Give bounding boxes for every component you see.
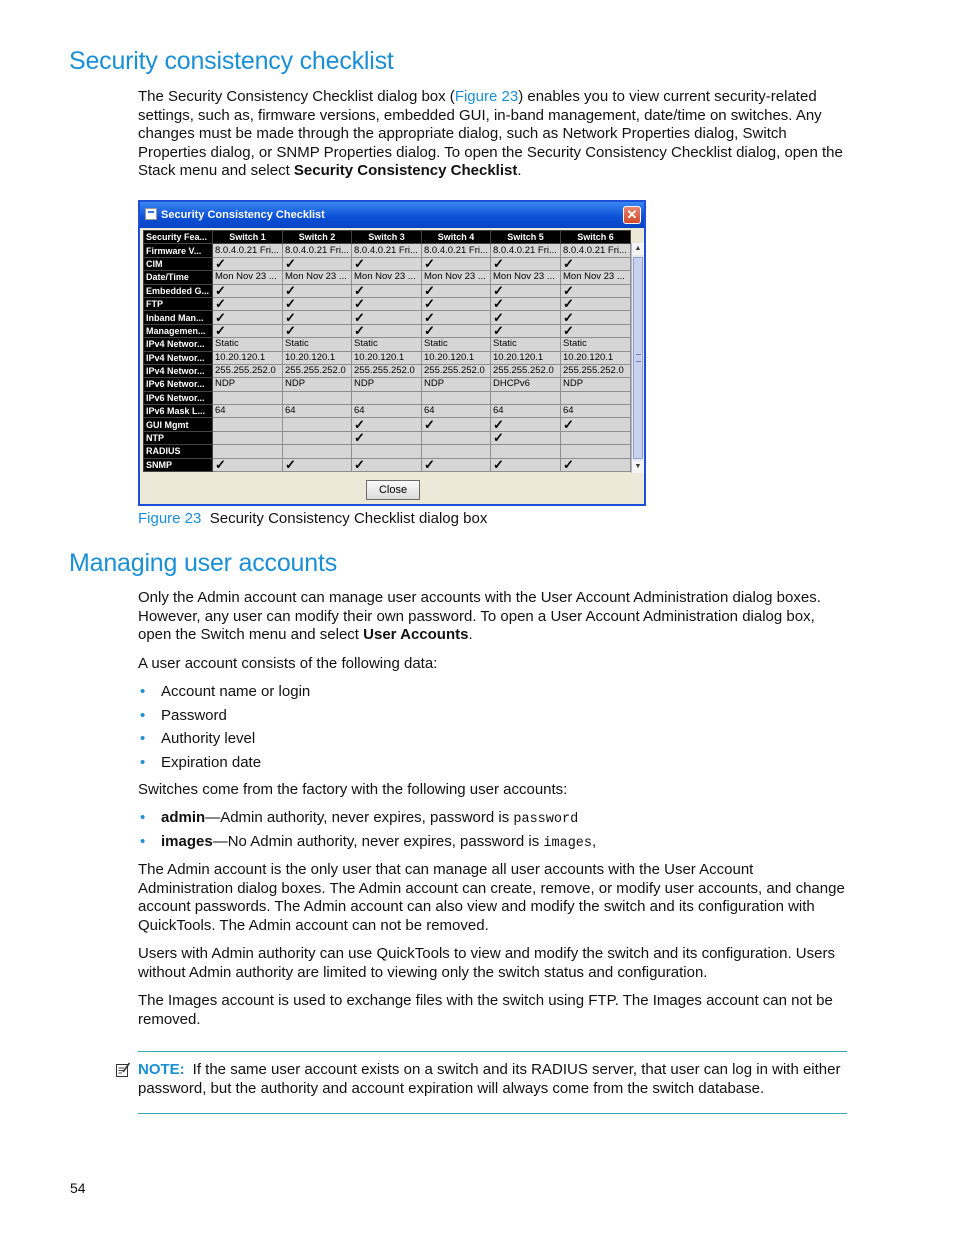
check-icon: ✓ <box>491 257 561 270</box>
row-label: IPv4 Networ... <box>144 351 213 364</box>
table-cell: 10.20.120.1 <box>283 351 352 364</box>
grip-icon <box>636 354 641 362</box>
table-cell <box>561 445 631 458</box>
column-header-switch[interactable]: Switch 2 <box>283 231 352 244</box>
table-row[interactable] <box>144 271 631 284</box>
table-cell: Mon Nov 23 ... <box>491 271 561 284</box>
check-icon: ✓ <box>283 324 352 337</box>
table-cell <box>561 391 631 404</box>
vertical-scrollbar[interactable] <box>631 243 644 473</box>
table-cell <box>352 445 422 458</box>
window-icon <box>145 208 157 220</box>
table-cell: 255.255.252.0 <box>561 364 631 377</box>
table-cell: 255.255.252.0 <box>283 364 352 377</box>
column-header-switch[interactable]: Switch 1 <box>213 231 283 244</box>
row-label: Managemen... <box>144 324 213 337</box>
table-cell: Static <box>491 338 561 351</box>
list-item: • Account name or login <box>140 683 311 700</box>
table-cell: Static <box>352 338 422 351</box>
table-header-row <box>144 231 631 244</box>
table-cell: DHCPv6 <box>491 378 561 391</box>
table-row[interactable] <box>144 431 631 444</box>
list-item: • Expiration date <box>140 753 262 771</box>
table-cell: 10.20.120.1 <box>213 351 283 364</box>
table-row[interactable] <box>144 391 631 404</box>
check-icon: ✓ <box>352 284 422 297</box>
table-cell: 255.255.252.0 <box>491 364 561 377</box>
row-label: Embedded G... <box>144 284 213 297</box>
factory-accounts-intro: Switches come from the factory with the following user accounts: <box>138 781 568 798</box>
table-cell: 64 <box>352 405 422 418</box>
table-cell <box>213 445 283 458</box>
check-icon: ✓ <box>491 297 561 310</box>
row-label: SNMP <box>144 458 213 471</box>
table-cell: Mon Nov 23 ... <box>213 271 283 284</box>
table-cell <box>422 391 491 404</box>
column-header-switch[interactable]: Switch 3 <box>352 231 422 244</box>
note-divider-bottom <box>138 1113 847 1114</box>
table-cell: Static <box>422 338 491 351</box>
check-icon: ✓ <box>422 458 491 471</box>
check-icon: ✓ <box>352 431 422 444</box>
table-cell <box>352 391 422 404</box>
table-cell <box>283 418 352 431</box>
table-cell: Mon Nov 23 ... <box>561 271 631 284</box>
table-cell: 10.20.120.1 <box>561 351 631 364</box>
table-cell <box>213 391 283 404</box>
table-cell <box>491 445 561 458</box>
check-icon: ✓ <box>352 418 422 431</box>
check-icon: ✓ <box>352 458 422 471</box>
table-cell: NDP <box>561 378 631 391</box>
check-icon: ✓ <box>491 284 561 297</box>
table-cell <box>561 431 631 444</box>
user-accounts-intro: Only the Admin account can manage user accounts with the User Account Administration dialog boxes. However, any user can modify their own password. To open a User Account Administration dialog box, open the Switch menu and select User Accounts. <box>138 589 821 644</box>
row-label: IPv4 Networ... <box>144 338 213 351</box>
row-label: IPv6 Networ... <box>144 378 213 391</box>
row-label: RADIUS <box>144 445 213 458</box>
check-icon: ✓ <box>422 284 491 297</box>
section-title-security-checklist: Security consistency checklist <box>69 47 394 75</box>
table-cell: Mon Nov 23 ... <box>283 271 352 284</box>
column-header-switch[interactable]: Switch 5 <box>491 231 561 244</box>
table-cell: 64 <box>561 405 631 418</box>
scrollbar-thumb[interactable] <box>633 257 643 459</box>
table-cell: 8.0.4.0.21 Fri... <box>352 244 422 257</box>
table-row[interactable] <box>144 458 631 471</box>
table-cell: NDP <box>283 378 352 391</box>
check-icon: ✓ <box>283 257 352 270</box>
check-icon: ✓ <box>422 311 491 324</box>
table-row[interactable] <box>144 297 631 310</box>
table-row[interactable] <box>144 338 631 351</box>
check-icon: ✓ <box>491 311 561 324</box>
account-data-intro: A user account consists of the following data: <box>138 655 438 672</box>
table-cell: 8.0.4.0.21 Fri... <box>283 244 352 257</box>
close-button[interactable]: Close <box>366 480 420 500</box>
figure-23-link[interactable]: Figure 23 <box>454 88 519 105</box>
note-text: NOTE: If the same user account exists on a switch and its RADIUS server, that user can log in with either password, but the authority and account expiration will always come from the switch database. <box>138 1061 841 1097</box>
dialog-titlebar[interactable] <box>140 202 644 228</box>
list-item: • Password <box>140 706 227 724</box>
check-icon: ✓ <box>352 257 422 270</box>
check-icon: ✓ <box>213 458 283 471</box>
row-label: CIM <box>144 257 213 270</box>
images-account-paragraph: The Images account is used to exchange files with the switch using FTP. The Images account can not be removed. <box>138 992 833 1028</box>
row-label: Date/Time <box>144 271 213 284</box>
check-icon: ✓ <box>213 324 283 337</box>
table-row[interactable] <box>144 351 631 364</box>
checklist-table <box>143 230 631 472</box>
table-cell <box>283 445 352 458</box>
column-header-switch[interactable]: Switch 6 <box>561 231 631 244</box>
table-cell: 64 <box>213 405 283 418</box>
admin-account-paragraph: The Admin account is the only user that can manage all user accounts with the User Account Administration dialog boxes. The Admin account can create, remove, or modify user accounts, and change account passwords. The Admin account can also view and modify the switch and its configuration with QuickTools. The Admin account can not be removed. <box>138 861 845 934</box>
table-cell <box>491 391 561 404</box>
table-row[interactable] <box>144 378 631 391</box>
check-icon: ✓ <box>561 284 631 297</box>
check-icon: ✓ <box>561 458 631 471</box>
check-icon: ✓ <box>561 297 631 310</box>
check-icon: ✓ <box>422 418 491 431</box>
check-icon: ✓ <box>422 324 491 337</box>
table-cell: Mon Nov 23 ... <box>352 271 422 284</box>
note-icon <box>115 1062 131 1078</box>
table-row[interactable] <box>144 244 631 257</box>
check-icon: ✓ <box>491 431 561 444</box>
table-cell: 8.0.4.0.21 Fri... <box>561 244 631 257</box>
table-cell: Static <box>561 338 631 351</box>
table-cell: 255.255.252.0 <box>213 364 283 377</box>
table-row[interactable] <box>144 364 631 377</box>
table-row[interactable] <box>144 445 631 458</box>
table-cell <box>422 445 491 458</box>
table-cell: 255.255.252.0 <box>422 364 491 377</box>
check-icon: ✓ <box>352 324 422 337</box>
row-label: Firmware V... <box>144 244 213 257</box>
table-cell: NDP <box>352 378 422 391</box>
scroll-down-icon[interactable]: ▼ <box>632 461 644 473</box>
check-icon: ✓ <box>422 297 491 310</box>
check-icon: ✓ <box>283 284 352 297</box>
list-item: • Authority level <box>140 730 256 747</box>
row-label: GUI Mgmt <box>144 418 213 431</box>
list-item: • images—No Admin authority, never expires, password is images, <box>140 832 597 851</box>
check-icon: ✓ <box>561 311 631 324</box>
table-row[interactable] <box>144 418 631 431</box>
row-label: FTP <box>144 297 213 310</box>
table-cell: 64 <box>283 405 352 418</box>
table-cell: NDP <box>213 378 283 391</box>
table-cell: 64 <box>422 405 491 418</box>
table-cell <box>213 431 283 444</box>
table-row[interactable] <box>144 284 631 297</box>
dialog-title: Security Consistency Checklist <box>161 209 325 221</box>
check-icon: ✓ <box>213 257 283 270</box>
security-consistency-checklist-dialog <box>138 200 646 506</box>
note-divider-top <box>138 1051 847 1052</box>
table-cell: 64 <box>491 405 561 418</box>
column-header-switch[interactable]: Switch 4 <box>422 231 491 244</box>
table-row[interactable] <box>144 405 631 418</box>
table-cell: 8.0.4.0.21 Fri... <box>213 244 283 257</box>
row-label: IPv4 Networ... <box>144 364 213 377</box>
account-data-list <box>138 683 310 777</box>
check-icon: ✓ <box>283 458 352 471</box>
check-icon: ✓ <box>422 257 491 270</box>
table-cell <box>213 418 283 431</box>
factory-accounts-list <box>138 809 596 856</box>
check-icon: ✓ <box>491 324 561 337</box>
list-item: • admin—Admin authority, never expires, password is password <box>140 809 579 827</box>
check-icon: ✓ <box>491 418 561 431</box>
table-cell: Mon Nov 23 ... <box>422 271 491 284</box>
check-icon: ✓ <box>561 418 631 431</box>
check-icon: ✓ <box>283 311 352 324</box>
figure-caption: Figure 23 Security Consistency Checklist dialog box <box>138 510 488 527</box>
table-row[interactable] <box>144 257 631 270</box>
check-icon: ✓ <box>491 458 561 471</box>
column-header-feature[interactable]: Security Fea... <box>144 231 213 244</box>
close-icon[interactable]: ✕ <box>623 206 641 224</box>
table-cell: Static <box>213 338 283 351</box>
row-label: NTP <box>144 431 213 444</box>
table-cell: 10.20.120.1 <box>491 351 561 364</box>
table-cell <box>283 391 352 404</box>
check-icon: ✓ <box>213 284 283 297</box>
table-cell: 255.255.252.0 <box>352 364 422 377</box>
check-icon: ✓ <box>352 311 422 324</box>
table-cell: 8.0.4.0.21 Fri... <box>422 244 491 257</box>
row-label: IPv6 Networ... <box>144 391 213 404</box>
table-cell: 10.20.120.1 <box>352 351 422 364</box>
page-number: 54 <box>70 1180 86 1196</box>
table-cell: 8.0.4.0.21 Fri... <box>491 244 561 257</box>
row-label: IPv6 Mask L... <box>144 405 213 418</box>
table-cell <box>422 431 491 444</box>
table-cell: 10.20.120.1 <box>422 351 491 364</box>
table-row[interactable] <box>144 311 631 324</box>
check-icon: ✓ <box>213 297 283 310</box>
check-icon: ✓ <box>561 257 631 270</box>
table-cell: NDP <box>422 378 491 391</box>
table-cell <box>283 431 352 444</box>
table-cell: Static <box>283 338 352 351</box>
security-checklist-intro: The Security Consistency Checklist dialog box (Figure 23) enables you to view current security-related settings, such as, firmware versions, embedded GUI, in-band management, date/time on switches. Any changes must be made through the appropriate dialog, such as Network Properties dialog, Switch Properties dialog, or SNMP Properties dialog. To open the Security Consistency Checklist dialog, open the Stack menu and select Security Consistency Checklist. <box>138 88 843 180</box>
check-icon: ✓ <box>283 297 352 310</box>
check-icon: ✓ <box>213 311 283 324</box>
table-row[interactable] <box>144 324 631 337</box>
check-icon: ✓ <box>352 297 422 310</box>
check-icon: ✓ <box>561 324 631 337</box>
row-label: Inband Man... <box>144 311 213 324</box>
scroll-up-icon[interactable]: ▲ <box>632 243 644 255</box>
admin-authority-paragraph: Users with Admin authority can use QuickTools to view and modify the switch and its configuration. Users without Admin authority are limited to viewing only the switch status and configuration. <box>138 945 835 981</box>
section-title-managing-user-accounts: Managing user accounts <box>69 549 337 577</box>
